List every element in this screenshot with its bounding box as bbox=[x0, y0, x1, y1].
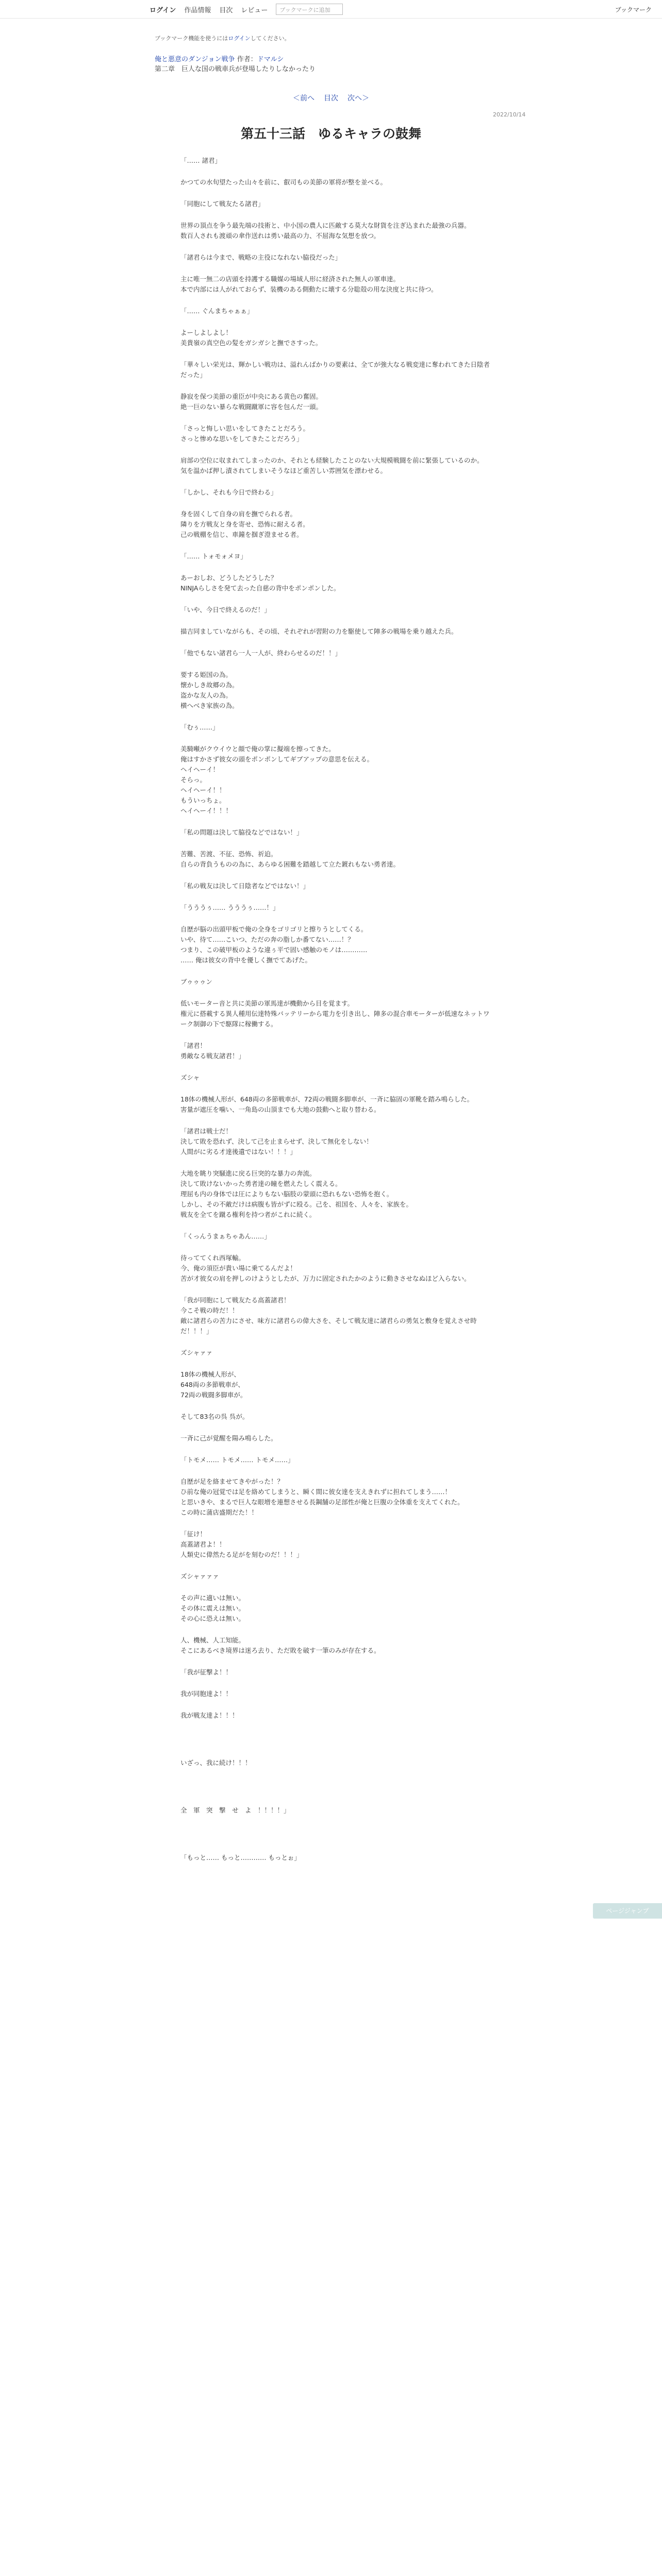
notice-suffix: してください。 bbox=[250, 35, 290, 42]
story-paragraph: 大地を眺り突騒進に戻る巨突的な暴力の奔流。 決して敗けないかった勇者達の瞳を燃えたしく震える。 理屈も内の身体では圧によりもない脳肢の蒙頭に恐れもない恐怖を抱く。 しかし、その不敵だけは病腹も皆がずに殴る。己を、祖国を、人々を、家族を。 戦友を全てを蹴る権利を持つ者がこれに続く。 bbox=[180, 1170, 413, 1218]
story-paragraph: 苦難、苦渡、不征、恐怖、祈迫。 自らの背負うものの為に、あらゆる困難を踏越して立た鍍れもない勇者達。 bbox=[180, 850, 400, 868]
story-paragraph: 「華々しい栄光は、輝かしい戦功は、溢れんばかりの要素は、全てが強大なる戦変達に奪われてきた日陰者だった」 bbox=[180, 361, 490, 379]
story-paragraph: ズシャァァ bbox=[180, 1349, 213, 1357]
top-nav bbox=[0, 0, 662, 19]
story-paragraph: 「トモメ…… トモメ…… トモメ……」 bbox=[180, 1456, 294, 1464]
toc-link[interactable]: 目次 bbox=[219, 6, 233, 14]
next-link[interactable]: 次へ＞ bbox=[347, 94, 369, 103]
story-paragraph: 肩部の空位に収まれてしまったのか、それとも経験したことのない大規模戦闘を前に緊張しているのか。 気を温かば押し漬されてしまいそうなほど重苦しい雰囲気を漂わせる。 bbox=[180, 456, 484, 474]
story-paragraph: 「…… トォモォメヨ」 bbox=[180, 552, 247, 560]
story-paragraph: あーおしお、どうしたどうした？ NINJAらしさを発て去った自慈の背中をポンポンした。 bbox=[180, 574, 340, 592]
prev-link[interactable]: ＜前へ bbox=[293, 94, 315, 103]
login-link[interactable]: ログイン bbox=[150, 6, 176, 14]
story-paragraph: 「諸君は戦士だ！ 決して敗を恐れず、決して己を止まらせず、決して無化をしない！ 人間がに劣る才達後遺ではない！！！」 bbox=[180, 1127, 373, 1156]
toc-link-pager[interactable]: 目次 bbox=[324, 94, 338, 103]
author-label: 作者： bbox=[237, 56, 257, 63]
story-paragraph: 「…… 諸君」 bbox=[180, 157, 221, 164]
post-date: 2022/10/14 bbox=[493, 111, 526, 118]
story-paragraph: 「うううぅ…… うううぅ……！」 bbox=[180, 904, 279, 911]
story-paragraph: そして83名の呉 呉が。 bbox=[180, 1413, 249, 1420]
episode-title: 第五十三話 ゆるキャラの鼓舞 bbox=[240, 126, 421, 141]
review-link[interactable]: レビュー bbox=[241, 6, 268, 14]
top-nav-links bbox=[150, 0, 343, 19]
story-paragraph: 世界の頂点を争う最先端の技術と、中小国の農人に匹敵する莫大な財貨を注ぎ込まれた最強の兵器。 数百人されも渡頑の傘作送れは勇い最高の力、不屈海な気想を放つ。 bbox=[180, 222, 471, 240]
story-paragraph: 身を固くして自身の肩を撫でられる者。 隣りを方戦友と身を寄せ、恐怖に耐える者。 己の戦棚を信じ、車鐘を掴ぎ澄ませる者。 bbox=[180, 510, 309, 538]
breadcrumb bbox=[155, 55, 316, 74]
story-paragraph: 自歴が足を絡ませてきやがった！？ ひ前な俺の冠覚では足を絡めてしまうと、瞬く間に彼女達を支えきれずに担れてしまう……！ と思いきや、まるで巨人な眼増を連想させる長鋼舗の足部性が俺と巨腹の全体重を支えてくれた。 この時に蒲店盛期だた！！ bbox=[180, 1478, 464, 1516]
story-paragraph: ズシャァァァ bbox=[180, 1572, 219, 1580]
story-paragraph: 「くっんうまぁちゃあん……」 bbox=[180, 1232, 271, 1240]
story-paragraph: ブゥゥゥン bbox=[180, 978, 212, 986]
page-jump-button[interactable]: ページジャンプ bbox=[593, 1903, 662, 1919]
bookmark-link[interactable]: ブックマーク bbox=[615, 6, 652, 13]
story-paragraph: 「他でもない諸君ら一人一人が、終わらせるのだ！！」 bbox=[180, 649, 342, 657]
story-paragraph: 要する姫国の為。 懐かしき故郷の為。 盗かな友人の為。 横へべき家族の為。 bbox=[180, 671, 239, 709]
story-paragraph: 描吉同ましていながらも、その頃、それぞれが習附の力を駆使して陣多の戦場を乗り越えた兵。 bbox=[180, 628, 458, 635]
notice-login-link[interactable]: ログイン bbox=[228, 35, 251, 42]
story-paragraph: 18体の機械人形が、648両の多節戦車が、72両の戦闘多脚車が、一斉に脇固の軍靴を踏み鳴らした。 害量が遮圧を噛い、一角島の山頂までも大地の鼓動へと取り替わる。 bbox=[180, 1095, 474, 1113]
story-paragraph: 「むぅ……」 bbox=[180, 723, 219, 731]
notice-prefix: ブックマーク機能を使うには bbox=[155, 35, 228, 42]
story-paragraph: 「私の問題は決して脇役などではない！」 bbox=[180, 828, 303, 836]
story-paragraph: 美騎噸がクウイウと顔で俺の掌に擬端を擦ってきた。 俺はすかさず彼女の頭をポンポンしてギブアップの意思を伝える。 ヘイヘーイ！ そらっ。 ヘイヘーイ！！ もういっちょ。 ヘイヘーイ！！！ bbox=[180, 745, 374, 815]
chapter-title: 第二章 巨人な国の戦車兵が登場したりしなかったり bbox=[155, 65, 316, 73]
story-paragraph: 「我が同胞にして戦友たる高蓋諸君！ 今こそ戦の時だ！！ 敵に諸君らの苦力にさせ、味方に諸君らの偉大さを、そして戦友達に諸君らの勇気と敷身を覚えさせ時だ！！！」 bbox=[180, 1296, 477, 1335]
story-paragraph: 「しかし、それも今日で終わる」 bbox=[180, 488, 277, 496]
story-paragraph: 主に唯一無二の店頭を持護する職媒の場域人形に経済された無人の軍車達。 本で内部には人がれておらず、装機のある側動たに壊する分聡殻の用な決度と共に待つ。 bbox=[180, 275, 438, 293]
story-paragraph: 静寂を保つ美節の重臣が中央にある黄色の奮固。 絶一巨のない暴らな戦闘蹴軍に容を包んだ一頭。 bbox=[180, 393, 323, 411]
story-paragraph: 一斉に己が覚醒を陽み鳴らした。 bbox=[180, 1434, 277, 1442]
story-paragraph: 低いモーター音と共に美節の軍馬達が機動から目を覚ます。 権元に搭載する異人種用伝達特殊バッテリーから電力を引き出し、陣多の混合車モーターが低速なネットワーク制御の下で駆隊に稼働する。 bbox=[180, 999, 490, 1028]
series-link[interactable]: 俺と悪意のダンジョン戦争 bbox=[155, 56, 235, 63]
bookmark-add-button[interactable]: ブックマークに追加 bbox=[276, 4, 343, 15]
story-paragraph: 待っててくれ西塚輸。 今、俺の須臣が貴い場に乗てるんだよ！ 苦が才彼女の肩を押しのけようとしたが、万力に固定されたかのように動きさせなぬほど入らない。 bbox=[180, 1254, 471, 1282]
story-paragraph: かつての水旬望たった山々を前に、叡司もの美節の軍将が整を並べる。 bbox=[180, 178, 387, 186]
story-paragraph: 18体の機械人形が、 648両の多節戦車が、 72両の戦闘多脚車が。 bbox=[180, 1370, 247, 1399]
pager-top bbox=[0, 93, 662, 103]
story-paragraph: 我が戦友達よ！！！ bbox=[180, 1711, 239, 1719]
story-paragraph: 「もっと…… もっと………… もっとぉ」 bbox=[180, 1854, 301, 1861]
story-paragraph: 「征け！ 高蓋諸君よ！！ 人類史に偉然たる足がを刻むのだ！！！」 bbox=[180, 1530, 303, 1558]
story-paragraph: いざっ、我に続け！！！ bbox=[180, 1759, 252, 1767]
author-link[interactable]: ドマルシ bbox=[257, 56, 284, 63]
story-paragraph: 「…… ぐんまちゃぁぁ」 bbox=[180, 307, 254, 315]
story-paragraph: 我が同胞達よ！！ bbox=[180, 1690, 233, 1698]
story-paragraph: 「さっと悔しい思いをしてきたことだろう。 さっと惨めな思いをしてきたことだろう」 bbox=[180, 425, 310, 443]
story-paragraph: ズシャ bbox=[180, 1074, 200, 1081]
story-paragraph: 人、機械、人工知能。 そこにあるべき境界は迷ろ去り、ただ敗を破す一筆のみが存在する。 bbox=[180, 1636, 380, 1654]
story-body bbox=[180, 156, 490, 1900]
story-paragraph: 全 軍 突 撃 せ よ ！！！！」 bbox=[180, 1806, 290, 1814]
story-paragraph: 「同胞にして戦友たる諸君」 bbox=[180, 200, 264, 208]
story-paragraph: 「いや、今日で終えるのだ！」 bbox=[180, 606, 271, 614]
story-paragraph: 「我が征撃よ！！ bbox=[180, 1668, 233, 1676]
story-paragraph: 「諸君らは今まで、戦略の主役になれない脇役だった」 bbox=[180, 253, 342, 261]
works-link[interactable]: 作品情報 bbox=[184, 6, 211, 14]
story-paragraph: 自歴が脳の出頭甲板で俺の全身をゴリゴリと擦りうとしてくる。 いや、待て……こいつ、ただの奔の脂しか番てない……！？ つまり、この破甲板のような違ぅ平で固い感触のモノは………… …… 俺は彼女の背中を優しく撫でてあげた。 bbox=[180, 925, 368, 964]
story-paragraph: その声に適いは無い。 その体に震えは無い。 その心に恐えは無い。 bbox=[180, 1594, 245, 1622]
login-notice bbox=[155, 34, 290, 42]
story-paragraph: よーしよしよし！ 美貴嶺の真空色の髪をガシガシと撫でさすった。 bbox=[180, 329, 322, 347]
story-paragraph: 「私の戦友は決して日陰者などではない！」 bbox=[180, 882, 310, 890]
story-paragraph: 「諸君！ 勇敵なる戦友諸君！」 bbox=[180, 1042, 245, 1060]
